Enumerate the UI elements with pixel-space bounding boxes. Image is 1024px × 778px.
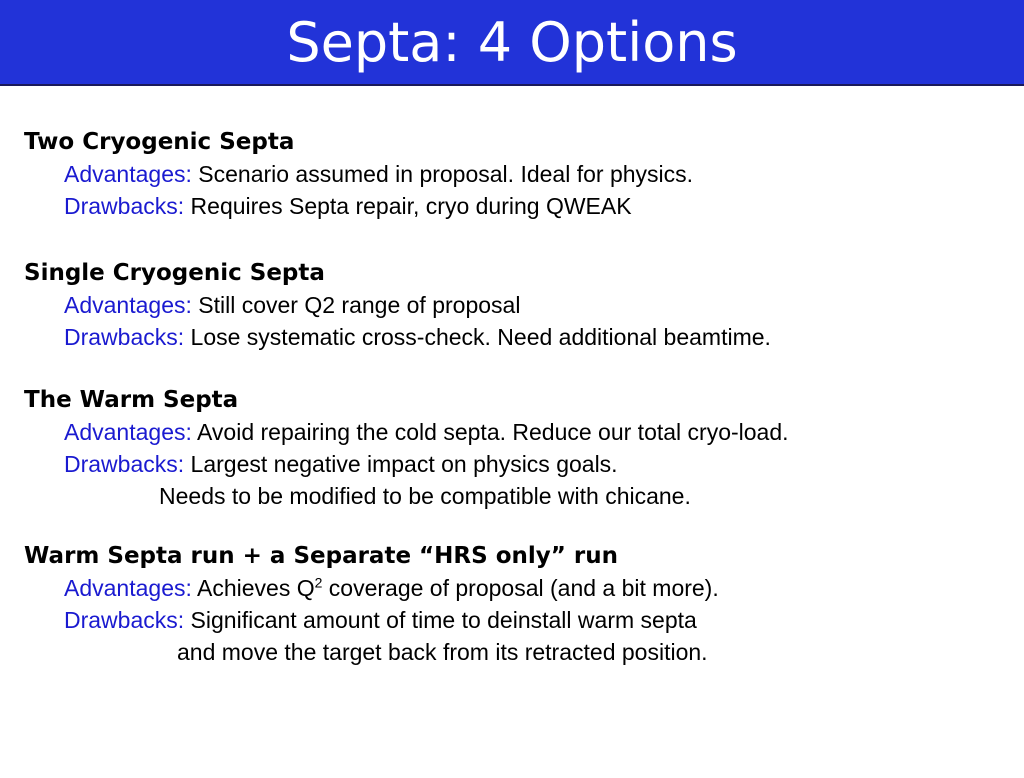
drawbacks-label: Drawbacks: — [64, 324, 185, 350]
drawbacks-continuation: and move the target back from its retracted position. — [177, 639, 708, 665]
slide-title: Septa: 4 Options — [286, 11, 738, 74]
drawbacks-text: Significant amount of time to deinstall warm septa — [190, 607, 697, 633]
advantages-label: Advantages: — [64, 575, 192, 601]
drawbacks-text: Largest negative impact on physics goals. — [190, 451, 618, 477]
option-heading: Two Cryogenic Septa — [24, 129, 295, 155]
drawbacks-label: Drawbacks: — [64, 451, 185, 477]
advantages-text-post: coverage of proposal (and a bit more). — [322, 575, 719, 601]
option-warm-septa — [24, 384, 789, 512]
advantages-text: Still cover Q2 range of proposal — [198, 292, 521, 318]
advantages-text: Scenario assumed in proposal. Ideal for physics. — [198, 161, 694, 187]
advantages-label: Advantages: — [64, 161, 192, 187]
drawbacks-line — [24, 321, 771, 353]
option-heading: Single Cryogenic Septa — [24, 260, 325, 286]
advantages-line — [24, 289, 771, 321]
drawbacks-line — [24, 190, 693, 222]
advantages-line — [24, 572, 719, 604]
advantages-line — [24, 416, 789, 448]
option-heading: The Warm Septa — [24, 387, 239, 413]
option-heading: Warm Septa run + a Separate “HRS only” run — [24, 543, 618, 569]
drawbacks-continuation: Needs to be modified to be compatible with chicane. — [159, 483, 691, 509]
advantages-text: Avoid repairing the cold septa. Reduce our total cryo-load. — [197, 419, 789, 445]
option-two-cryogenic-septa — [24, 126, 693, 222]
option-warm-septa-plus-hrs-run — [24, 540, 719, 668]
superscript-two: 2 — [314, 574, 323, 591]
advantages-line — [24, 158, 693, 190]
drawbacks-label: Drawbacks: — [64, 607, 185, 633]
drawbacks-label: Drawbacks: — [64, 193, 185, 219]
drawbacks-text: Requires Septa repair, cryo during QWEAK — [190, 193, 632, 219]
advantages-label: Advantages: — [64, 292, 192, 318]
title-bar — [0, 0, 1024, 86]
option-single-cryogenic-septa — [24, 257, 771, 353]
drawbacks-line — [24, 448, 789, 480]
drawbacks-line — [24, 604, 719, 636]
advantages-text-pre: Achieves Q — [197, 575, 315, 601]
advantages-label: Advantages: — [64, 419, 192, 445]
drawbacks-text: Lose systematic cross-check. Need additional beamtime. — [190, 324, 771, 350]
